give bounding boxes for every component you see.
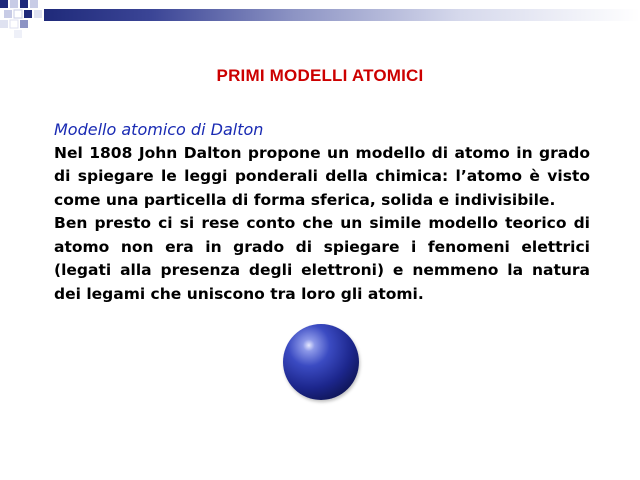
paragraph-dalton-model: Nel 1808 John Dalton propone un modello di atomo in grado di spiegare le leggi ponderali della chimica: l’atomo è visto come una particella di forma sferica, solida e indivisibile. [54,143,590,209]
slide-content [54,118,590,306]
paragraph-model-limits: Ben presto ci si rese conto che un simile modello teorico di atomo non era in grado di spiegare i fenomeni elettrici (legati alla presenza degli elettroni) e nemmeno la natura dei legami che uniscono tra loro gli atomi. [54,214,590,303]
header-gradient-bar [44,9,640,21]
dalton-atom-sphere-image [283,324,359,400]
section-subtitle: Modello atomico di Dalton [54,120,264,139]
slide-title: PRIMI MODELLI ATOMICI [216,66,424,85]
